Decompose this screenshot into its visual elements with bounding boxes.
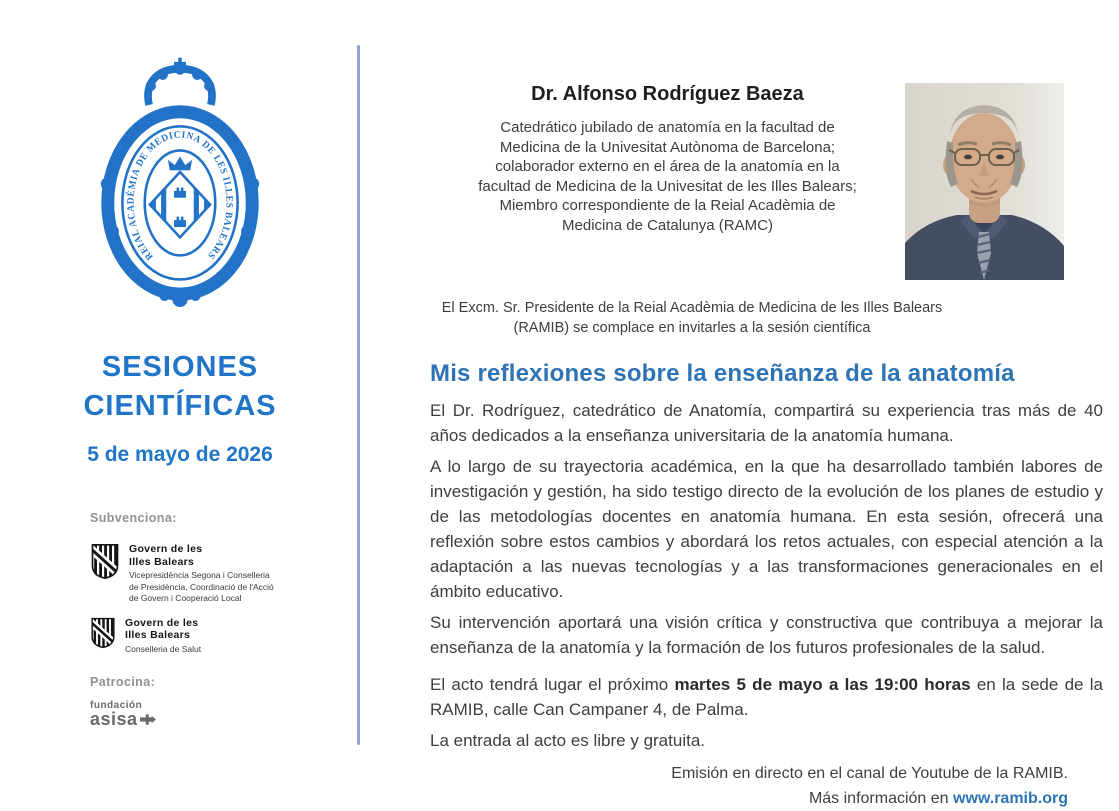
paragraph-contribution: Su intervención aportará una visión crítica y constructiva que contribuya a mejorar la enseñanza de la anatomía y la formación de los futuros profesionales de la salud.	[430, 613, 1103, 657]
event-datetime: martes 5 de mayo a las 19:00 horas	[674, 675, 971, 694]
paragraph-trajectory: A lo largo de su trayectoria académica, en la que ha desarrollado también labores de investigación y gestión, ha sido testigo directo de la evolución de los planes de estudio y de las metodologías docentes en anatomía humana. En esta sesión, ofrecerá una reflexión sobre estos cambios y abordará los retos actuales, con especial atención a la adaptación a las nuevas tecnologías y a las transformaciones generacionales en el ámbito educativo.	[430, 457, 1103, 601]
speaker-bio: Catedrático jubilado de anatomía en la facultad de Medicina de la Univesitat Autònoma de Barcelona; colaborador externo en el área de la anatomía en la facultad de Medicina de la Univesitat de les Illes Balears; Miembro correspondiente de la Reial Acadèmia de Medicina de Catalunya (RAMC)	[478, 119, 857, 234]
funding-label: Subvenciona:	[90, 511, 177, 525]
sponsor-govern-vicepresidencia	[90, 543, 330, 605]
speaker-header	[430, 83, 1103, 283]
sponsor-department: Conselleria de Salut	[125, 643, 202, 654]
streaming-info	[430, 761, 1103, 811]
event-suffix: en la sede de la RAMIB, calle Can Campaner 4, de Palma.	[430, 675, 1103, 719]
main-content	[430, 55, 1103, 811]
ramib-website-link[interactable]: www.ramib.org	[953, 790, 1068, 807]
sponsor-zone	[90, 511, 330, 727]
series-date: 5 de mayo de 2026	[87, 443, 273, 466]
series-title: SESIONES CIENTÍFICAS	[83, 351, 277, 422]
asisa-plus-icon	[140, 714, 156, 725]
sponsor-govern-salut	[90, 617, 330, 656]
sidebar	[30, 40, 330, 727]
emblem-ring-text: REIAL ACADÈMIA DE MEDICINA DE LES ILLES BALEARS	[125, 129, 235, 263]
sponsor-name: Govern de les Illes Balears	[125, 616, 199, 641]
asisa-logo	[90, 701, 330, 727]
admission-note: La entrada al acto es libre y gratuita.	[430, 731, 705, 750]
speaker-name: Dr. Alfonso Rodríguez Baeza	[531, 83, 804, 105]
streaming-line: Emisión en directo en el canal de Youtube de la RAMIB.	[671, 765, 1068, 782]
session-title: Mis reflexiones sobre la enseñanza de la anatomía	[430, 360, 1015, 387]
invitation-text: El Excm. Sr. Presidente de la Reial Acadèmia de Medicina de les Illes Balears (RAMIB) se complace en invitarles a la sesión científica	[441, 300, 943, 336]
sponsor-department: Vicepresidència Segona i Conselleria de Presidència, Coordinació de l'Acció de Govern i Cooperació Local	[129, 570, 274, 603]
govern-shield-icon	[90, 617, 116, 649]
ramib-emblem-icon	[94, 55, 266, 313]
vertical-divider	[357, 45, 360, 745]
event-details	[430, 672, 1103, 722]
more-info-line	[430, 786, 1068, 811]
speaker-photo	[905, 83, 1064, 280]
asisa-logo-line1: fundación	[90, 700, 143, 711]
paragraph-intro: El Dr. Rodríguez, catedrático de Anatomía, compartirá su experiencia tras más de 40 años dedicados a la enseñanza universitaria de la anatomía humana.	[430, 401, 1103, 445]
event-prefix: El acto tendrá lugar el próximo	[430, 675, 675, 694]
more-info-prefix: Más información en	[808, 790, 954, 807]
govern-shield-icon	[90, 543, 120, 580]
patron-label: Patrocina:	[90, 675, 156, 689]
asisa-logo-line2: asisa	[90, 709, 138, 729]
sponsor-name: Govern de les Illes Balears	[129, 543, 203, 568]
